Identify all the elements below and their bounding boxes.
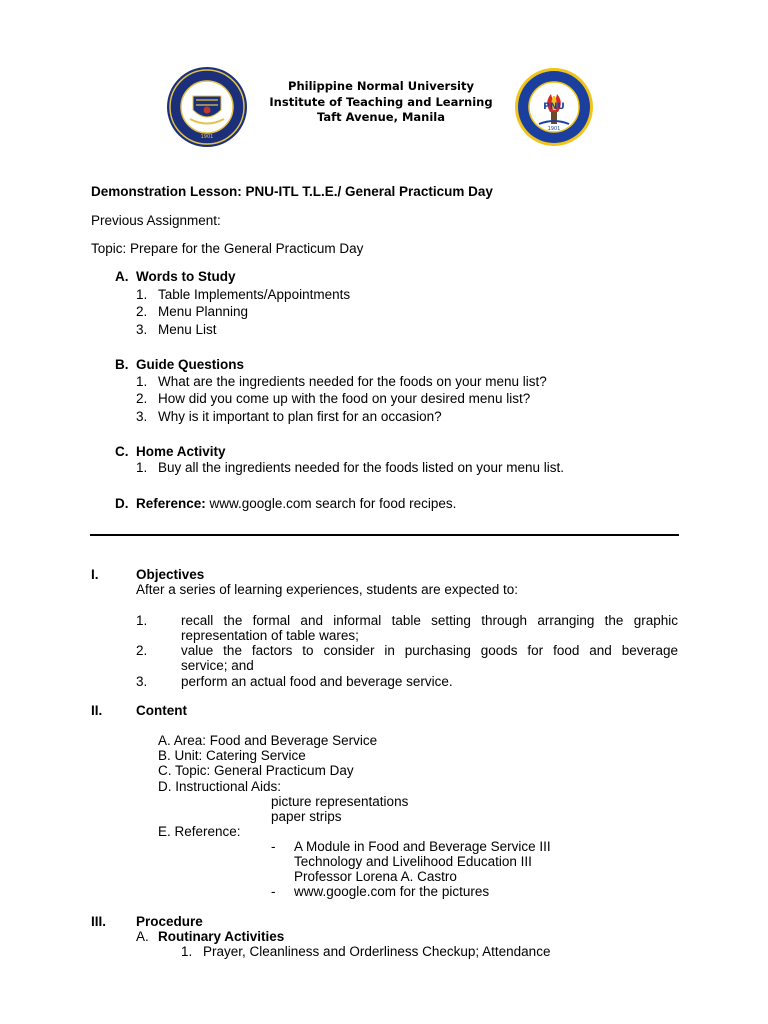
section-d-text: www.google.com search for food recipes.: [205, 496, 457, 511]
objective-text-cont: service; and: [181, 658, 254, 673]
previous-assignment: Previous Assignment:: [91, 213, 221, 228]
address: Taft Avenue, Manila: [317, 110, 445, 124]
list-number: 1.: [136, 287, 148, 302]
content-numeral: II.: [91, 703, 103, 718]
procedure-numeral: III.: [91, 914, 107, 929]
procedure-item-number: 1.: [181, 944, 193, 959]
right-seal-abbr: PNU: [543, 102, 565, 112]
list-item: Why is it important to plan first for an occasion?: [158, 409, 442, 424]
institute-name: Institute of Teaching and Learning: [269, 94, 493, 109]
reference-dash: -: [271, 839, 276, 854]
reference-item-cont: Professor Lorena A. Castro: [294, 869, 457, 884]
content-unit: B. Unit: Catering Service: [158, 748, 306, 763]
list-item: How did you come up with the food on your desired menu list?: [158, 391, 531, 406]
left-seal-year: 1901: [200, 134, 214, 140]
section-a-heading: Words to Study: [136, 269, 236, 284]
list-number: 2.: [136, 304, 148, 319]
procedure-heading: Procedure: [136, 914, 203, 929]
section-b-heading: Guide Questions: [136, 357, 245, 372]
document-title: Demonstration Lesson: PNU-ITL T.L.E./ General Practicum Day: [91, 184, 493, 199]
procedure-sub-letter: A.: [136, 929, 149, 944]
content-aid-item: picture representations: [271, 794, 409, 809]
reference-item: www.google.com for the pictures: [294, 884, 490, 899]
objective-text: perform an actual food and beverage service.: [181, 674, 453, 689]
list-number: 3.: [136, 409, 148, 424]
objective-text-cont: representation of table wares;: [181, 628, 359, 643]
list-number: 2.: [136, 391, 148, 406]
content-aids: D. Instructional Aids:: [158, 779, 282, 794]
reference-item-cont: Technology and Livelihood Education III: [294, 854, 532, 869]
content-heading: Content: [136, 703, 187, 718]
content-reference: E. Reference:: [158, 824, 241, 839]
section-c-heading: Home Activity: [136, 444, 226, 459]
list-item: Menu Planning: [158, 304, 249, 319]
right-seal-year: 1901: [547, 126, 561, 132]
section-d-letter: D.: [115, 496, 129, 511]
list-number: 1.: [136, 374, 148, 389]
objective-text: value the factors to consider in purchasing goods for food and beverage: [181, 643, 678, 658]
reference-item: A Module in Food and Beverage Service III: [294, 839, 551, 854]
section-d-label: Reference:: [136, 496, 206, 511]
objectives-numeral: I.: [91, 567, 99, 582]
section-c-letter: C.: [115, 444, 129, 459]
list-item: What are the ingredients needed for the foods on your menu list?: [158, 374, 547, 389]
procedure-sub-heading: Routinary Activities: [158, 929, 285, 944]
reference-dash: -: [271, 884, 276, 899]
itl-seal-logo: [514, 66, 594, 148]
objectives-intro: After a series of learning experiences, students are expected to:: [136, 582, 518, 597]
university-name: Philippine Normal University: [288, 79, 474, 93]
content-aid-item: paper strips: [271, 809, 342, 824]
objective-text: recall the formal and informal table setting through arranging the graphic: [181, 613, 678, 628]
university-header: [248, 79, 514, 126]
content-area: A. Area: Food and Beverage Service: [158, 733, 378, 748]
section-d-line: [136, 496, 456, 511]
list-item: Table Implements/Appointments: [158, 287, 351, 302]
pnu-seal-logo: [166, 66, 248, 148]
topic-line: Topic: Prepare for the General Practicum Day: [91, 241, 364, 256]
objective-number: 2.: [136, 643, 148, 658]
objective-number: 1.: [136, 613, 148, 628]
procedure-item: Prayer, Cleanliness and Orderliness Checkup; Attendance: [203, 944, 551, 959]
objective-number: 3.: [136, 674, 148, 689]
list-item: Menu List: [158, 322, 217, 337]
section-b-letter: B.: [115, 357, 129, 372]
list-number: 3.: [136, 322, 148, 337]
section-a-letter: A.: [115, 269, 129, 284]
objectives-heading: Objectives: [136, 567, 205, 582]
content-topic: C. Topic: General Practicum Day: [158, 763, 354, 778]
list-item: Buy all the ingredients needed for the foods listed on your menu list.: [158, 460, 564, 475]
section-divider: [90, 534, 679, 536]
list-number: 1.: [136, 460, 148, 475]
